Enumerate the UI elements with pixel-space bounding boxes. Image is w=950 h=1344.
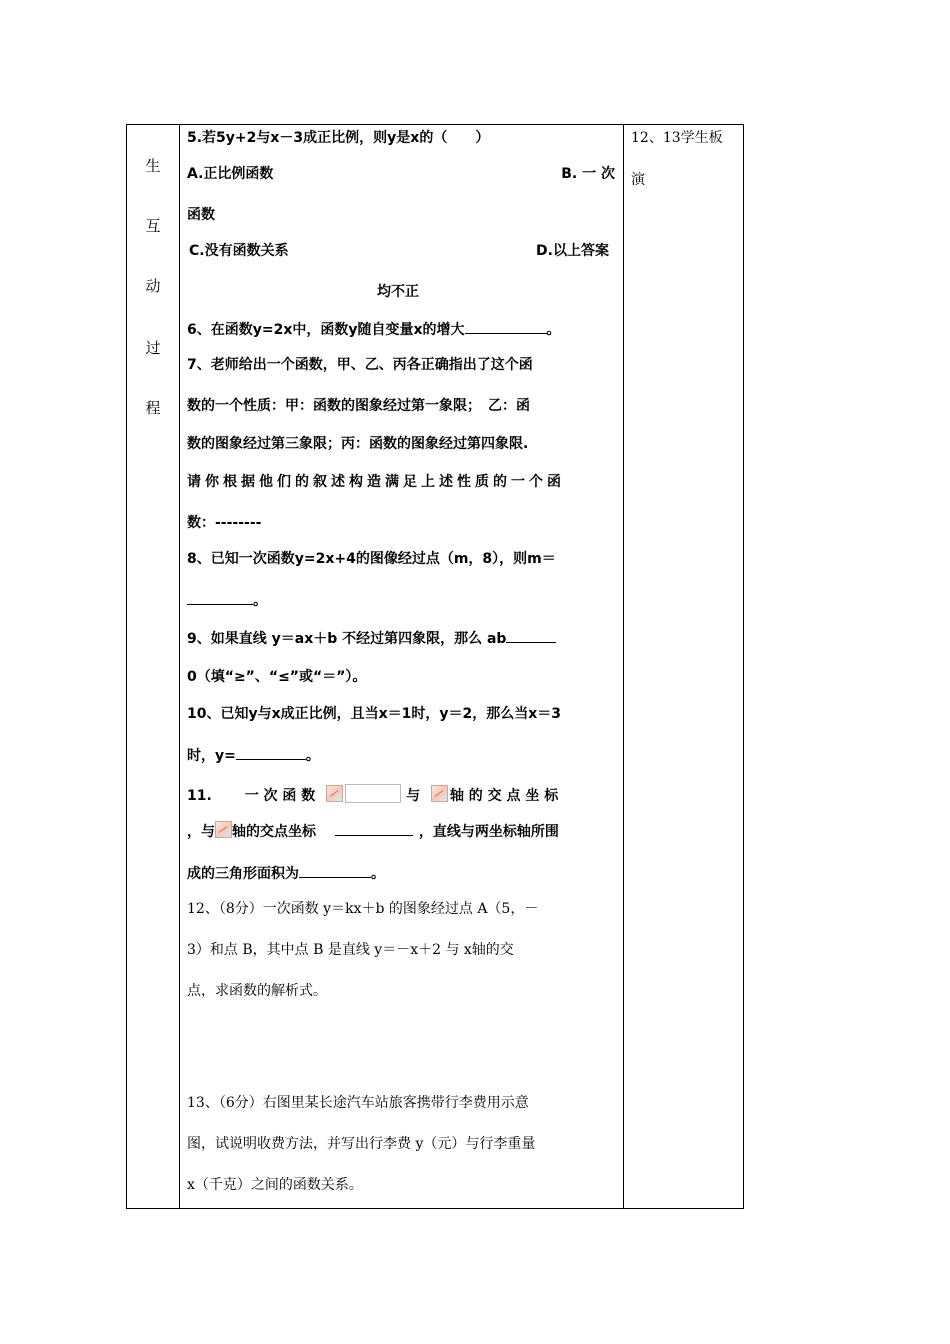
q5-option-d-cont: 均不正 xyxy=(377,284,419,300)
label-char: 动 xyxy=(145,277,161,295)
q7-line2: 数的一个性质：甲：函数的图象经过第一象限； 乙：函 xyxy=(187,398,530,414)
q12-line1: 12、（8分）一次函数 y＝kx＋b 的图象经过点 A（5，－ xyxy=(187,901,539,917)
q11-text-g: 成的三角形面积为 xyxy=(187,866,299,882)
q6-text: 6、在函数y=2x中，函数y随自变量x的增大 xyxy=(187,322,465,338)
q5-options-ab xyxy=(187,164,615,184)
formula-image-icon xyxy=(326,785,343,802)
q11-number: 11. xyxy=(187,788,212,804)
note-line: 演 xyxy=(631,172,645,188)
column-divider-left xyxy=(179,125,180,1208)
q8-line1: 8、已知一次函数y=2x+4的图像经过点（m，8），则m＝ xyxy=(187,551,556,567)
label-char: 互 xyxy=(145,217,161,235)
q12-line3: 点，求函数的解析式。 xyxy=(187,983,327,999)
q9-text: 9、如果直线 y＝ax＋b 不经过第四象限，那么 ab xyxy=(187,631,507,647)
q8-line2 xyxy=(187,590,267,611)
q11-text-c: 轴 的 交 点 坐 标 xyxy=(449,788,559,804)
q5-option-b-cont: 函数 xyxy=(187,207,215,223)
q5-stem: 5.若5y+2与x－3成正比例，则y是x的（ ） xyxy=(187,130,490,146)
q9-line1 xyxy=(187,628,556,649)
q6-line xyxy=(187,319,561,340)
left-column-label xyxy=(127,125,179,1208)
q7-line4: 请你根据他们的叙述构造满足上述性质的一个函 xyxy=(187,474,565,490)
label-char: 过 xyxy=(145,339,161,357)
q11-answer-blank xyxy=(335,821,413,836)
q11-line3 xyxy=(187,863,385,884)
q11-text-a: 一 次 函 数 xyxy=(244,788,316,804)
q6-answer-blank xyxy=(465,319,547,334)
q11-text-e: 轴的交点坐标 xyxy=(232,824,316,840)
q11-text-b: 与 xyxy=(406,788,421,804)
q11-line2 xyxy=(187,821,559,842)
q5-option-c: C.没有函数关系 xyxy=(189,243,289,259)
q5-options-cd xyxy=(187,241,615,261)
q11-text-f: ，直线与两坐标轴所围 xyxy=(418,824,559,840)
q9-line2: 0（填“≥”、“≤”或“＝”）。 xyxy=(187,669,367,685)
q13-line2: 图，试说明收费方法，并写出行李费 y（元）与行李重量 xyxy=(187,1136,536,1152)
q5-option-a: A.正比例函数 xyxy=(187,166,274,182)
q5-option-b: B. 一 次 xyxy=(561,166,615,182)
q8-answer-blank xyxy=(187,590,253,605)
q7-line3: 数的图象经过第三象限；丙：函数的图象经过第四象限. xyxy=(187,436,529,452)
note-line: 12、13学生板 xyxy=(631,130,723,146)
q11-area-blank xyxy=(299,863,371,878)
q12-line2: 3）和点 B，其中点 B 是直线 y＝－x＋2 与 x轴的交 xyxy=(187,942,514,958)
q11-end: 。 xyxy=(371,866,385,882)
formula-image-box xyxy=(345,784,401,803)
q13-line1: 13、（6分）右图里某长途汽车站旅客携带行李费用示意 xyxy=(187,1095,529,1111)
q10-text: 时，y= xyxy=(187,748,236,764)
label-char: 程 xyxy=(145,399,161,417)
q11-line1 xyxy=(187,784,558,806)
q8-end: 。 xyxy=(253,593,267,609)
axis-image-icon xyxy=(431,785,448,802)
q11-text-d: ，与 xyxy=(187,824,215,840)
q9-answer-blank xyxy=(506,628,556,643)
lesson-table xyxy=(126,124,744,1209)
q10-end: 。 xyxy=(305,748,320,764)
label-char: 生 xyxy=(145,157,161,175)
q13-line3: x（千克）之间的函数关系。 xyxy=(187,1177,363,1193)
column-divider-right xyxy=(623,125,624,1208)
q10-answer-blank xyxy=(236,745,306,760)
q7-line1: 7、老师给出一个函数，甲、乙、丙各正确指出了这个函 xyxy=(187,357,533,373)
q7-line5: 数：-------- xyxy=(187,515,262,531)
q10-line2 xyxy=(187,745,320,766)
q6-end: 。 xyxy=(546,322,561,338)
q10-line1: 10、已知y与x成正比例，且当x＝1时，y＝2，那么当x＝3 xyxy=(187,706,562,722)
q5-option-d: D.以上答案 xyxy=(536,243,609,259)
axis-image-icon xyxy=(215,821,232,838)
